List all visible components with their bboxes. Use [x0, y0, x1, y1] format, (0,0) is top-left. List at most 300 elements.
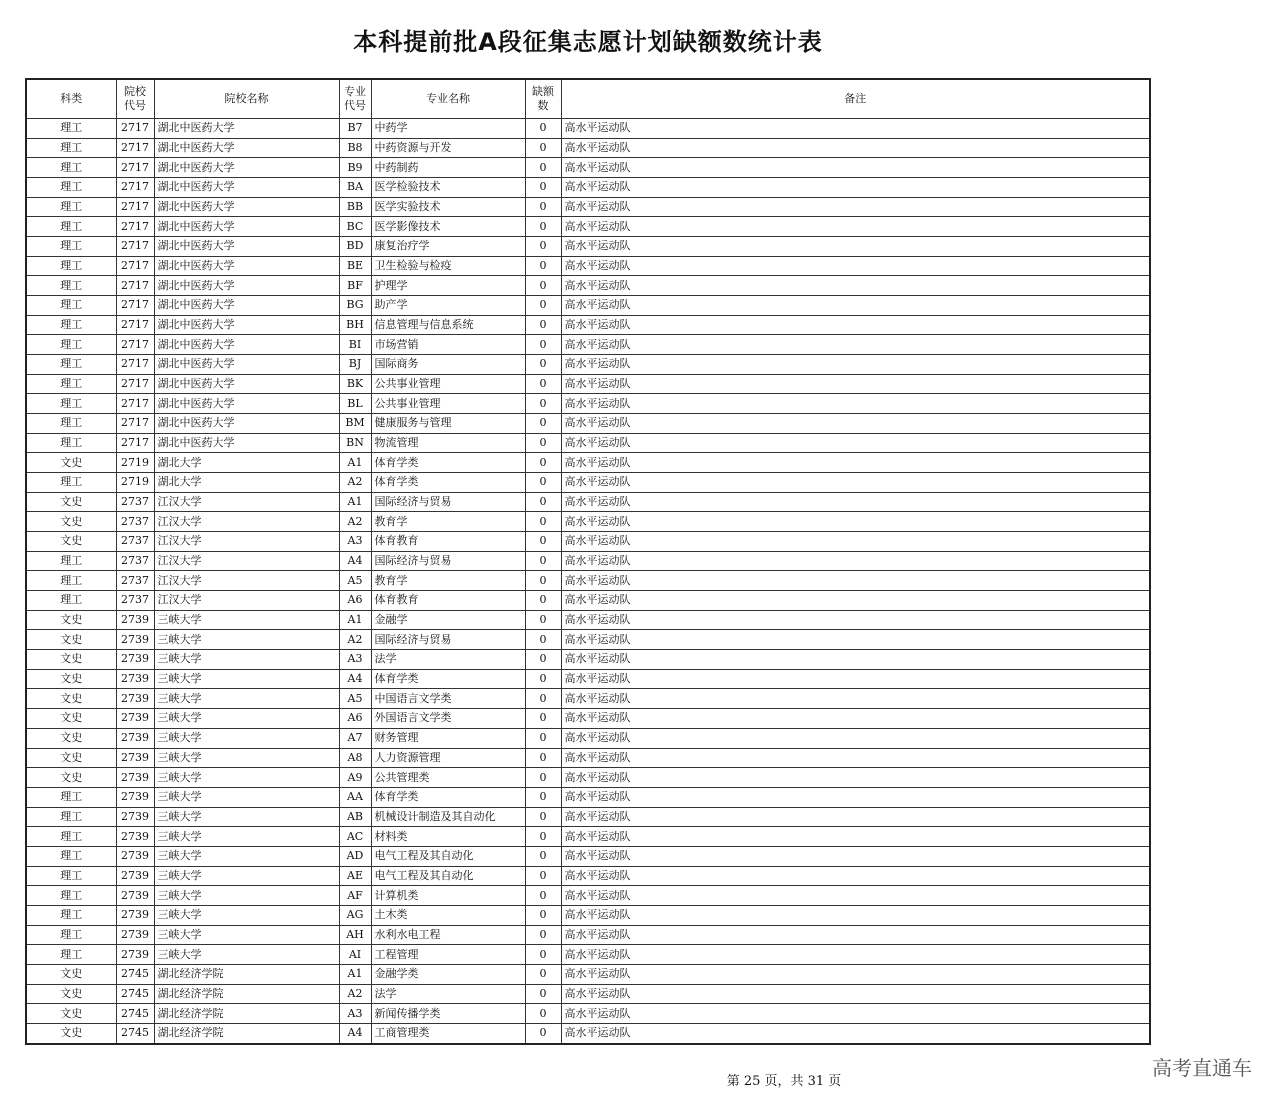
table-row	[26, 158, 1150, 178]
cell-major-code: A3	[339, 650, 371, 670]
cell-school-code: 2739	[116, 886, 154, 906]
cell-subject: 文史	[26, 768, 116, 788]
cell-school-name: 湖北中医药大学	[154, 256, 339, 276]
cell-major-name: 外国语言文学类	[371, 709, 525, 729]
page-title: 本科提前批A段征集志愿计划缺额数统计表	[353, 28, 823, 56]
cell-school-code: 2719	[116, 453, 154, 473]
watermark: 高考直通车	[1152, 1056, 1252, 1080]
cell-school-name: 三峡大学	[154, 669, 339, 689]
table-row	[26, 256, 1150, 276]
cell-remark: 高水平运动队	[561, 827, 1150, 847]
cell-major-code: BM	[339, 414, 371, 434]
cell-school-name: 三峡大学	[154, 768, 339, 788]
table-row	[26, 315, 1150, 335]
cell-vacancy: 0	[525, 197, 561, 217]
cell-vacancy: 0	[525, 276, 561, 296]
cell-major-code: BK	[339, 374, 371, 394]
cell-school-code: 2739	[116, 709, 154, 729]
cell-major-name: 物流管理	[371, 433, 525, 453]
header-vacancy: 缺额 数	[525, 79, 561, 119]
cell-school-code: 2739	[116, 925, 154, 945]
cell-subject: 文史	[26, 532, 116, 552]
cell-subject: 理工	[26, 374, 116, 394]
cell-school-code: 2717	[116, 414, 154, 434]
cell-school-code: 2745	[116, 1004, 154, 1024]
cell-major-code: BD	[339, 237, 371, 257]
header-school-name: 院校名称	[154, 79, 339, 119]
cell-subject: 理工	[26, 591, 116, 611]
table-row	[26, 689, 1150, 709]
cell-school-code: 2717	[116, 158, 154, 178]
cell-remark: 高水平运动队	[561, 138, 1150, 158]
table-row	[26, 138, 1150, 158]
cell-school-code: 2719	[116, 473, 154, 493]
table-row	[26, 374, 1150, 394]
table-row	[26, 532, 1150, 552]
vacancy-table	[25, 78, 1151, 1045]
cell-major-code: A4	[339, 669, 371, 689]
cell-major-code: A6	[339, 591, 371, 611]
cell-major-code: A5	[339, 689, 371, 709]
cell-school-name: 湖北中医药大学	[154, 374, 339, 394]
cell-school-code: 2717	[116, 138, 154, 158]
cell-vacancy: 0	[525, 571, 561, 591]
cell-remark: 高水平运动队	[561, 945, 1150, 965]
cell-major-code: BG	[339, 296, 371, 316]
cell-remark: 高水平运动队	[561, 217, 1150, 237]
cell-remark: 高水平运动队	[561, 158, 1150, 178]
cell-major-name: 法学	[371, 650, 525, 670]
cell-vacancy: 0	[525, 807, 561, 827]
table-row	[26, 296, 1150, 316]
cell-major-name: 公共事业管理	[371, 374, 525, 394]
cell-remark: 高水平运动队	[561, 492, 1150, 512]
cell-remark: 高水平运动队	[561, 591, 1150, 611]
cell-major-code: BC	[339, 217, 371, 237]
cell-vacancy: 0	[525, 846, 561, 866]
cell-school-name: 江汉大学	[154, 512, 339, 532]
cell-remark: 高水平运动队	[561, 748, 1150, 768]
cell-school-name: 湖北大学	[154, 473, 339, 493]
cell-school-name: 湖北大学	[154, 453, 339, 473]
table-row	[26, 866, 1150, 886]
cell-remark: 高水平运动队	[561, 256, 1150, 276]
cell-vacancy: 0	[525, 217, 561, 237]
cell-school-name: 湖北中医药大学	[154, 178, 339, 198]
cell-school-name: 三峡大学	[154, 807, 339, 827]
cell-vacancy: 0	[525, 886, 561, 906]
cell-remark: 高水平运动队	[561, 925, 1150, 945]
cell-subject: 理工	[26, 846, 116, 866]
cell-major-name: 金融学	[371, 610, 525, 630]
cell-school-code: 2717	[116, 355, 154, 375]
cell-major-name: 国际经济与贸易	[371, 630, 525, 650]
cell-major-code: AA	[339, 787, 371, 807]
cell-vacancy: 0	[525, 827, 561, 847]
cell-major-name: 市场营销	[371, 335, 525, 355]
cell-major-name: 中药资源与开发	[371, 138, 525, 158]
cell-major-name: 体育学类	[371, 787, 525, 807]
cell-major-code: BA	[339, 178, 371, 198]
cell-subject: 理工	[26, 178, 116, 198]
cell-major-name: 教育学	[371, 571, 525, 591]
cell-major-name: 医学检验技术	[371, 178, 525, 198]
cell-vacancy: 0	[525, 984, 561, 1004]
cell-major-name: 机械设计制造及其自动化	[371, 807, 525, 827]
cell-school-code: 2717	[116, 276, 154, 296]
cell-major-code: A2	[339, 473, 371, 493]
cell-remark: 高水平运动队	[561, 984, 1150, 1004]
cell-school-code: 2739	[116, 787, 154, 807]
cell-major-code: A9	[339, 768, 371, 788]
cell-major-name: 体育学类	[371, 453, 525, 473]
cell-major-name: 体育学类	[371, 669, 525, 689]
cell-school-name: 三峡大学	[154, 846, 339, 866]
cell-vacancy: 0	[525, 138, 561, 158]
cell-remark: 高水平运动队	[561, 197, 1150, 217]
cell-school-name: 湖北中医药大学	[154, 355, 339, 375]
cell-major-name: 公共管理类	[371, 768, 525, 788]
cell-school-code: 2739	[116, 728, 154, 748]
cell-major-code: BI	[339, 335, 371, 355]
cell-vacancy: 0	[525, 768, 561, 788]
cell-major-code: AC	[339, 827, 371, 847]
cell-school-name: 三峡大学	[154, 827, 339, 847]
cell-subject: 理工	[26, 473, 116, 493]
cell-major-code: B9	[339, 158, 371, 178]
cell-school-code: 2739	[116, 768, 154, 788]
table-row	[26, 610, 1150, 630]
cell-school-name: 三峡大学	[154, 630, 339, 650]
cell-major-code: AB	[339, 807, 371, 827]
cell-major-name: 计算机类	[371, 886, 525, 906]
table-row	[26, 905, 1150, 925]
cell-subject: 文史	[26, 984, 116, 1004]
table-row	[26, 217, 1150, 237]
table-row	[26, 964, 1150, 984]
cell-major-code: A1	[339, 492, 371, 512]
cell-remark: 高水平运动队	[561, 374, 1150, 394]
cell-remark: 高水平运动队	[561, 768, 1150, 788]
cell-major-code: BH	[339, 315, 371, 335]
cell-major-name: 金融学类	[371, 964, 525, 984]
cell-major-code: AE	[339, 866, 371, 886]
cell-vacancy: 0	[525, 1023, 561, 1043]
cell-vacancy: 0	[525, 473, 561, 493]
cell-vacancy: 0	[525, 728, 561, 748]
cell-subject: 文史	[26, 709, 116, 729]
table-row	[26, 768, 1150, 788]
cell-major-name: 中药制药	[371, 158, 525, 178]
cell-major-name: 土木类	[371, 905, 525, 925]
cell-school-name: 湖北中医药大学	[154, 394, 339, 414]
cell-school-code: 2739	[116, 905, 154, 925]
table-header-row	[26, 79, 1150, 119]
header-major-code: 专业 代号	[339, 79, 371, 119]
cell-major-code: AF	[339, 886, 371, 906]
cell-major-name: 体育教育	[371, 532, 525, 552]
cell-subject: 理工	[26, 925, 116, 945]
cell-school-name: 湖北中医药大学	[154, 158, 339, 178]
cell-school-code: 2737	[116, 571, 154, 591]
cell-major-code: A1	[339, 453, 371, 473]
table-row	[26, 197, 1150, 217]
cell-school-code: 2717	[116, 374, 154, 394]
cell-school-code: 2737	[116, 591, 154, 611]
cell-major-name: 材料类	[371, 827, 525, 847]
cell-school-code: 2739	[116, 669, 154, 689]
cell-major-name: 教育学	[371, 512, 525, 532]
cell-vacancy: 0	[525, 551, 561, 571]
cell-remark: 高水平运动队	[561, 905, 1150, 925]
cell-school-code: 2739	[116, 610, 154, 630]
cell-major-name: 新闻传播学类	[371, 1004, 525, 1024]
cell-major-name: 工商管理类	[371, 1023, 525, 1043]
cell-school-code: 2739	[116, 689, 154, 709]
cell-major-name: 中药学	[371, 119, 525, 139]
cell-vacancy: 0	[525, 905, 561, 925]
cell-major-name: 卫生检验与检疫	[371, 256, 525, 276]
cell-major-name: 体育学类	[371, 473, 525, 493]
cell-subject: 理工	[26, 296, 116, 316]
cell-school-name: 湖北经济学院	[154, 1023, 339, 1043]
cell-school-name: 三峡大学	[154, 905, 339, 925]
cell-vacancy: 0	[525, 158, 561, 178]
cell-subject: 理工	[26, 355, 116, 375]
cell-school-code: 2739	[116, 650, 154, 670]
cell-major-code: AG	[339, 905, 371, 925]
cell-remark: 高水平运动队	[561, 433, 1150, 453]
cell-school-name: 湖北中医药大学	[154, 138, 339, 158]
cell-major-name: 中国语言文学类	[371, 689, 525, 709]
cell-major-code: A2	[339, 512, 371, 532]
cell-major-code: B7	[339, 119, 371, 139]
cell-remark: 高水平运动队	[561, 237, 1150, 257]
cell-vacancy: 0	[525, 748, 561, 768]
cell-subject: 文史	[26, 669, 116, 689]
table-row	[26, 807, 1150, 827]
cell-school-code: 2737	[116, 551, 154, 571]
table-row	[26, 709, 1150, 729]
cell-major-name: 国际经济与贸易	[371, 492, 525, 512]
cell-remark: 高水平运动队	[561, 453, 1150, 473]
table-row	[26, 846, 1150, 866]
cell-school-code: 2717	[116, 217, 154, 237]
cell-major-code: BN	[339, 433, 371, 453]
table-row	[26, 748, 1150, 768]
cell-school-name: 湖北中医药大学	[154, 414, 339, 434]
cell-vacancy: 0	[525, 414, 561, 434]
cell-vacancy: 0	[525, 630, 561, 650]
cell-subject: 理工	[26, 315, 116, 335]
cell-remark: 高水平运动队	[561, 807, 1150, 827]
cell-major-code: A1	[339, 964, 371, 984]
cell-school-code: 2717	[116, 119, 154, 139]
cell-vacancy: 0	[525, 492, 561, 512]
cell-remark: 高水平运动队	[561, 866, 1150, 886]
cell-school-name: 湖北中医药大学	[154, 197, 339, 217]
cell-major-code: A3	[339, 532, 371, 552]
cell-remark: 高水平运动队	[561, 630, 1150, 650]
cell-subject: 理工	[26, 886, 116, 906]
cell-school-code: 2739	[116, 846, 154, 866]
cell-subject: 理工	[26, 197, 116, 217]
cell-school-name: 三峡大学	[154, 886, 339, 906]
cell-school-code: 2745	[116, 984, 154, 1004]
cell-major-name: 电气工程及其自动化	[371, 866, 525, 886]
table-row	[26, 512, 1150, 532]
table-row	[26, 551, 1150, 571]
cell-major-name: 公共事业管理	[371, 394, 525, 414]
header-school-code: 院校 代号	[116, 79, 154, 119]
cell-subject: 文史	[26, 689, 116, 709]
cell-subject: 理工	[26, 394, 116, 414]
cell-school-name: 江汉大学	[154, 571, 339, 591]
cell-subject: 理工	[26, 827, 116, 847]
cell-subject: 理工	[26, 237, 116, 257]
cell-remark: 高水平运动队	[561, 296, 1150, 316]
table-row	[26, 787, 1150, 807]
table-row	[26, 276, 1150, 296]
cell-school-name: 三峡大学	[154, 728, 339, 748]
cell-vacancy: 0	[525, 964, 561, 984]
table-row	[26, 492, 1150, 512]
table-row	[26, 630, 1150, 650]
cell-subject: 理工	[26, 414, 116, 434]
cell-vacancy: 0	[525, 394, 561, 414]
cell-subject: 理工	[26, 217, 116, 237]
cell-major-code: BE	[339, 256, 371, 276]
cell-school-code: 2739	[116, 866, 154, 886]
table-row	[26, 335, 1150, 355]
cell-subject: 文史	[26, 964, 116, 984]
cell-major-name: 国际经济与贸易	[371, 551, 525, 571]
cell-vacancy: 0	[525, 650, 561, 670]
cell-subject: 理工	[26, 571, 116, 591]
cell-remark: 高水平运动队	[561, 178, 1150, 198]
cell-major-code: A5	[339, 571, 371, 591]
table-row	[26, 178, 1150, 198]
cell-school-name: 湖北经济学院	[154, 964, 339, 984]
cell-school-name: 湖北中医药大学	[154, 237, 339, 257]
cell-major-code: A3	[339, 1004, 371, 1024]
table-row	[26, 728, 1150, 748]
cell-remark: 高水平运动队	[561, 276, 1150, 296]
table-row	[26, 827, 1150, 847]
cell-major-name: 国际商务	[371, 355, 525, 375]
cell-vacancy: 0	[525, 689, 561, 709]
cell-vacancy: 0	[525, 591, 561, 611]
table-row	[26, 669, 1150, 689]
header-remark: 备注	[561, 79, 1150, 119]
cell-major-code: A6	[339, 709, 371, 729]
cell-vacancy: 0	[525, 1004, 561, 1024]
cell-school-name: 湖北经济学院	[154, 1004, 339, 1024]
cell-major-code: BL	[339, 394, 371, 414]
cell-school-code: 2717	[116, 237, 154, 257]
cell-subject: 理工	[26, 119, 116, 139]
cell-school-name: 湖北中医药大学	[154, 276, 339, 296]
cell-vacancy: 0	[525, 256, 561, 276]
cell-vacancy: 0	[525, 335, 561, 355]
cell-subject: 文史	[26, 1004, 116, 1024]
cell-remark: 高水平运动队	[561, 728, 1150, 748]
cell-school-name: 三峡大学	[154, 610, 339, 630]
cell-major-code: AI	[339, 945, 371, 965]
cell-major-code: A2	[339, 630, 371, 650]
cell-remark: 高水平运动队	[561, 787, 1150, 807]
header-major-name: 专业名称	[371, 79, 525, 119]
cell-subject: 理工	[26, 335, 116, 355]
cell-subject: 理工	[26, 905, 116, 925]
cell-major-name: 体育教育	[371, 591, 525, 611]
cell-school-code: 2745	[116, 964, 154, 984]
cell-major-name: 健康服务与管理	[371, 414, 525, 434]
cell-major-name: 医学影像技术	[371, 217, 525, 237]
cell-major-code: A4	[339, 1023, 371, 1043]
cell-subject: 理工	[26, 276, 116, 296]
cell-vacancy: 0	[525, 866, 561, 886]
cell-subject: 文史	[26, 650, 116, 670]
cell-major-code: A4	[339, 551, 371, 571]
cell-school-code: 2739	[116, 630, 154, 650]
cell-school-name: 江汉大学	[154, 492, 339, 512]
table-row	[26, 945, 1150, 965]
cell-vacancy: 0	[525, 355, 561, 375]
cell-major-name: 水利水电工程	[371, 925, 525, 945]
cell-school-name: 三峡大学	[154, 689, 339, 709]
cell-school-name: 湖北中医药大学	[154, 217, 339, 237]
cell-remark: 高水平运动队	[561, 532, 1150, 552]
cell-remark: 高水平运动队	[561, 414, 1150, 434]
cell-school-code: 2717	[116, 296, 154, 316]
cell-major-name: 财务管理	[371, 728, 525, 748]
table-row	[26, 925, 1150, 945]
cell-remark: 高水平运动队	[561, 1004, 1150, 1024]
cell-remark: 高水平运动队	[561, 551, 1150, 571]
cell-school-name: 湖北中医药大学	[154, 433, 339, 453]
cell-school-name: 江汉大学	[154, 532, 339, 552]
cell-major-name: 医学实验技术	[371, 197, 525, 217]
table-row	[26, 453, 1150, 473]
cell-subject: 理工	[26, 551, 116, 571]
cell-major-name: 电气工程及其自动化	[371, 846, 525, 866]
cell-subject: 理工	[26, 433, 116, 453]
cell-school-code: 2717	[116, 315, 154, 335]
cell-remark: 高水平运动队	[561, 355, 1150, 375]
table-row	[26, 1004, 1150, 1024]
cell-school-name: 三峡大学	[154, 787, 339, 807]
cell-major-name: 康复治疗学	[371, 237, 525, 257]
page-indicator: 第 25 页，共 31 页	[726, 1074, 842, 1089]
table-row	[26, 984, 1150, 1004]
table-row	[26, 237, 1150, 257]
cell-remark: 高水平运动队	[561, 846, 1150, 866]
cell-vacancy: 0	[525, 433, 561, 453]
cell-remark: 高水平运动队	[561, 886, 1150, 906]
cell-remark: 高水平运动队	[561, 709, 1150, 729]
cell-major-code: B8	[339, 138, 371, 158]
cell-major-code: AH	[339, 925, 371, 945]
cell-vacancy: 0	[525, 178, 561, 198]
cell-school-name: 湖北中医药大学	[154, 335, 339, 355]
cell-vacancy: 0	[525, 532, 561, 552]
cell-remark: 高水平运动队	[561, 571, 1150, 591]
cell-subject: 文史	[26, 748, 116, 768]
cell-school-name: 三峡大学	[154, 748, 339, 768]
table-row	[26, 650, 1150, 670]
cell-school-code: 2717	[116, 335, 154, 355]
